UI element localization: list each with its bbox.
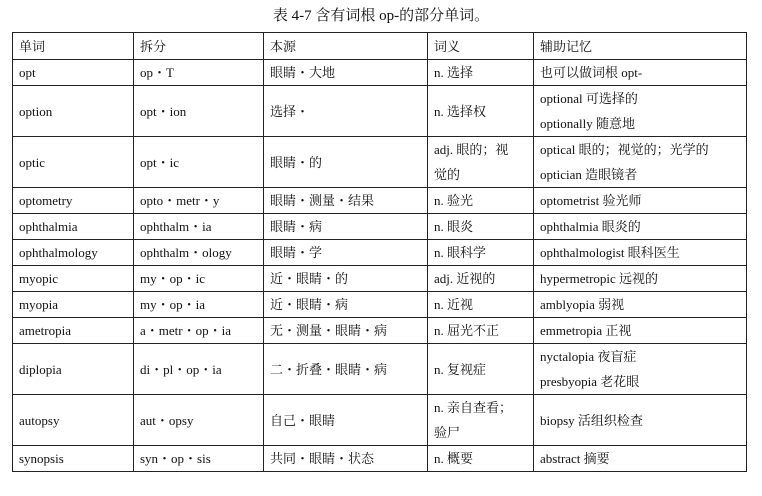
cell-memory-line: ophthalmia 眼炎的 [540,219,641,234]
cell-meaning-line: n. 选择 [434,65,474,80]
column-header-origin: 本源 [264,33,428,60]
cell-origin: 眼睛・的 [264,137,428,188]
table-row [13,240,747,266]
cell-meaning-line: n. 眼科学 [434,245,487,260]
cell-meaning [428,240,534,266]
cell-meaning [428,266,534,292]
cell-memory [534,292,747,318]
cell-meaning-line: n. 近视 [434,297,474,312]
cell-memory-line: ophthalmologist 眼科医生 [540,245,680,260]
cell-meaning-line: n. 屈光不正 [434,323,500,338]
cell-memory-line: hypermetropic 远视的 [540,271,659,286]
cell-meaning [428,344,534,395]
cell-memory [534,344,747,395]
cell-memory-line: optical 眼的；视觉的；光学的 [540,142,709,157]
cell-split: my・op・ia [134,292,264,318]
cell-meaning [428,318,534,344]
table-row [13,292,747,318]
cell-memory [534,60,747,86]
header-row [13,33,747,60]
cell-word: autopsy [13,395,134,446]
cell-word: diplopia [13,344,134,395]
cell-memory-line: optician 造眼镜者 [540,167,638,182]
table-row [13,344,747,395]
cell-word: ophthalmia [13,214,134,240]
column-header-word: 单词 [13,33,134,60]
cell-split: opt・ic [134,137,264,188]
word-table [12,32,747,472]
cell-meaning [428,292,534,318]
table-body [13,60,747,472]
cell-memory-line: nyctalopia 夜盲症 [540,349,637,364]
cell-split: aut・opsy [134,395,264,446]
table-row [13,188,747,214]
cell-meaning [428,86,534,137]
table-row [13,395,747,446]
cell-split: di・pl・op・ia [134,344,264,395]
cell-meaning [428,446,534,472]
cell-memory-line: emmetropia 正视 [540,323,632,338]
cell-split: op・T [134,60,264,86]
cell-word: ametropia [13,318,134,344]
cell-meaning-line: n. 眼炎 [434,219,474,234]
cell-memory [534,137,747,188]
table-row [13,318,747,344]
cell-word: option [13,86,134,137]
cell-memory-line: biopsy 活组织检查 [540,412,643,428]
table-row [13,137,747,188]
cell-origin: 自己・眼睛 [264,395,428,446]
cell-word: ophthalmology [13,240,134,266]
cell-origin: 近・眼睛・病 [264,292,428,318]
cell-origin: 眼睛・学 [264,240,428,266]
cell-split: my・op・ic [134,266,264,292]
cell-origin: 近・眼睛・的 [264,266,428,292]
cell-word: opt [13,60,134,86]
table-row [13,86,747,137]
cell-memory-line: presbyopia 老花眼 [540,374,640,389]
cell-word: myopia [13,292,134,318]
cell-memory [534,318,747,344]
cell-split: ophthalm・ology [134,240,264,266]
column-header-meaning: 词义 [428,33,534,60]
cell-origin: 眼睛・测量・结果 [264,188,428,214]
cell-meaning [428,395,534,446]
cell-memory [534,86,747,137]
cell-memory [534,395,747,446]
cell-origin: 眼睛・大地 [264,60,428,86]
cell-meaning-line: n. 概要 [434,451,474,466]
cell-split: syn・op・sis [134,446,264,472]
cell-origin: 选择・ [264,86,428,137]
cell-meaning-line: adj. 近视的 [434,271,496,286]
table-row [13,214,747,240]
cell-memory-line: optometrist 验光师 [540,193,642,208]
cell-memory [534,266,747,292]
cell-meaning-line: adj. 眼的；视 [434,142,509,157]
column-header-memory: 辅助记忆 [534,33,747,60]
cell-meaning [428,188,534,214]
cell-meaning-line: 觉的 [434,167,461,182]
table-row [13,446,747,472]
cell-origin: 眼睛・病 [264,214,428,240]
cell-meaning-line: n. 亲自查看； [434,400,513,415]
cell-memory [534,240,747,266]
cell-memory-line: optional 可选择的 [540,91,638,106]
cell-origin: 无・测量・眼睛・病 [264,318,428,344]
cell-meaning-line: n. 选择权 [434,103,487,119]
cell-word: synopsis [13,446,134,472]
cell-word: myopic [13,266,134,292]
cell-meaning-line: n. 验光 [434,193,474,208]
cell-meaning [428,137,534,188]
cell-split: ophthalm・ia [134,214,264,240]
cell-split: opto・metr・y [134,188,264,214]
cell-origin: 共同・眼睛・状态 [264,446,428,472]
cell-origin: 二・折叠・眼睛・病 [264,344,428,395]
table-row [13,266,747,292]
cell-memory [534,214,747,240]
cell-memory [534,446,747,472]
cell-memory-line: abstract 摘要 [540,451,610,466]
table-caption: 表 4-7 含有词根 op-的部分单词。 [272,8,490,24]
column-header-split: 拆分 [134,33,264,60]
cell-memory-line: optionally 随意地 [540,116,635,131]
table-row [13,60,747,86]
cell-meaning [428,214,534,240]
cell-meaning-line: 验尸 [434,425,461,440]
cell-memory-line: amblyopia 弱视 [540,297,625,312]
cell-meaning [428,60,534,86]
cell-split: a・metr・op・ia [134,318,264,344]
cell-split: opt・ion [134,86,264,137]
cell-word: optometry [13,188,134,214]
cell-meaning-line: n. 复视症 [434,361,487,377]
cell-memory [534,188,747,214]
cell-word: optic [13,137,134,188]
cell-memory-line: 也可以做词根 opt- [540,65,643,80]
